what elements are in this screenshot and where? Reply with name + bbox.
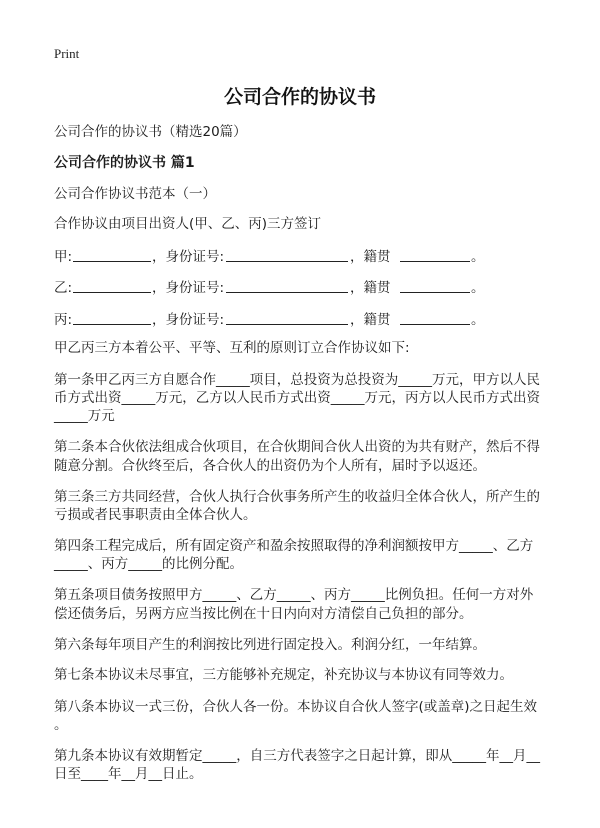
article-1-line-3: _____万元: [54, 408, 115, 424]
name-blank: [73, 310, 151, 325]
row-end: 。: [471, 312, 485, 328]
document-subtitle: 公司合作的协议书（精选20篇）: [54, 124, 247, 140]
article-1-line-2: 币方式出资_____万元，乙方以人民币方式出资_____万元，丙方以人民币方式出资: [54, 390, 540, 406]
article-8-line-2: 。: [54, 717, 68, 733]
article-4-line-2: _____、丙方_____的比例分配。: [54, 556, 243, 572]
principle-line: 甲乙丙三方本着公平、平等、互利的原则订立合作协议如下:: [54, 340, 410, 356]
article-7: 第七条本协议未尽事宜，三方能够补充规定，补充协议与本协议有同等效力。: [54, 667, 513, 683]
id-label: ，身份证号:: [152, 312, 225, 328]
origin-blank: [400, 247, 470, 262]
article-5-line-1: 第五条项目债务按照甲方_____、乙方_____、丙方_____比例负担。任何一方对外: [54, 587, 534, 603]
article-8-line-1: 第八条本协议一式三份，合伙人各一份。本协议自合伙人签字(或盖章)之日起生效: [54, 699, 538, 715]
article-2-line-2: 随意分割。合伙终至后，各合伙人的出资仍为个人所有，届时予以返还。: [54, 458, 486, 474]
article-3-line-2: 亏损或者民事职责由全体合伙人。: [54, 507, 257, 523]
party-name: 丙:: [54, 312, 73, 328]
article-9-line-1: 第九条本协议有效期暂定_____，自三方代表签字之日起计算，即从_____年__月__: [54, 748, 540, 764]
name-blank: [73, 247, 151, 262]
template-name: 公司合作协议书范本（一）: [54, 186, 216, 202]
print-label: Print: [54, 46, 80, 61]
origin-label: ，籍贯: [350, 312, 391, 328]
article-9-line-2: 日至____年__月__日止。: [54, 766, 203, 782]
article-5-line-2: 偿还债务后，另两方应当按比例在十日内向对方清偿自己负担的部分。: [54, 606, 473, 622]
name-blank: [73, 278, 151, 293]
article-1-line-1: 第一条甲乙丙三方自愿合作_____项目，总投资为总投资为_____万元，甲方以人民: [54, 372, 540, 388]
article-3-line-1: 第三条三方共同经营，合伙人执行合伙事务所产生的收益归全体合伙人，所产生的: [54, 489, 540, 505]
article-6: 第六条每年项目产生的利润按比列进行固定投入。利润分红，一年结算。: [54, 637, 486, 653]
id-label: ，身份证号:: [152, 249, 225, 265]
party-name: 乙:: [54, 280, 73, 296]
origin-label: ，籍贯: [350, 280, 391, 296]
intro-line: 合作协议由项目出资人(甲、乙、丙)三方签订: [54, 216, 322, 232]
origin-label: ，籍贯: [350, 249, 391, 265]
row-end: 。: [471, 280, 485, 296]
party-row-c: [54, 308, 552, 328]
document-title: 公司合作的协议书: [223, 86, 376, 108]
id-blank: [226, 278, 348, 293]
article-4-line-1: 第四条工程完成后，所有固定资产和盈余按照取得的净利润额按甲方_____、乙方: [54, 538, 534, 554]
id-label: ，身份证号:: [152, 280, 225, 296]
row-end: 。: [471, 249, 485, 265]
origin-blank: [400, 278, 470, 293]
article-2-line-1: 第二条本合伙依法组成合伙项目，在合伙期间合伙人出资的为共有财产，然后不得: [54, 439, 540, 455]
party-row-a: [54, 245, 552, 265]
section-heading: 公司合作的协议书 篇1: [54, 155, 195, 171]
origin-blank: [400, 310, 470, 325]
id-blank: [226, 310, 348, 325]
id-blank: [226, 247, 348, 262]
party-row-b: [54, 276, 552, 296]
party-name: 甲:: [54, 249, 73, 265]
